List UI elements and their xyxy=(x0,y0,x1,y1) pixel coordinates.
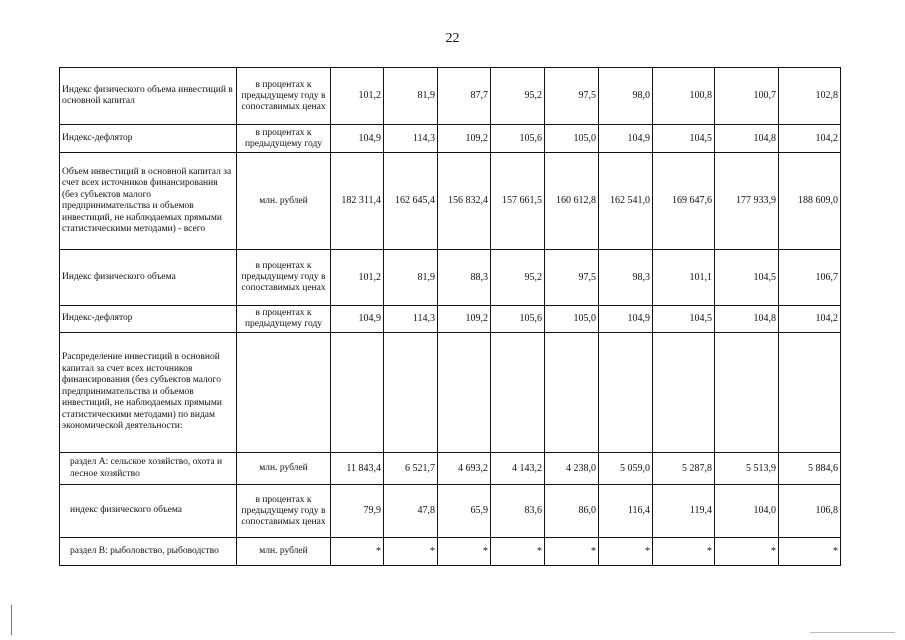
value-cell: 5 059,0 xyxy=(599,453,653,485)
unit-cell: в процентах к предыдущему году в сопоставимых ценах xyxy=(237,485,331,538)
indicator-cell: индекс физического объема xyxy=(60,485,237,538)
value-cell: 162 541,0 xyxy=(599,153,653,250)
value-cell: 119,4 xyxy=(653,485,715,538)
value-cell: * xyxy=(545,538,599,566)
table-row xyxy=(60,68,841,125)
value-cell: 162 645,4 xyxy=(384,153,438,250)
scan-margin-mark xyxy=(11,605,12,635)
table-row xyxy=(60,306,841,333)
value-cell: 83,6 xyxy=(491,485,545,538)
value-cell: 109,2 xyxy=(438,125,491,153)
indicator-cell: раздел А: сельское хозяйство, охота и лесное хозяйство xyxy=(60,453,237,485)
value-cell: 104,9 xyxy=(331,125,384,153)
value-cell: * xyxy=(653,538,715,566)
value-cell: * xyxy=(331,538,384,566)
value-cell: 87,7 xyxy=(438,68,491,125)
value-cell: 86,0 xyxy=(545,485,599,538)
value-cell: 5 287,8 xyxy=(653,453,715,485)
page-number: 22 xyxy=(445,31,460,46)
value-cell: * xyxy=(491,538,545,566)
value-cell: 106,8 xyxy=(779,485,841,538)
value-cell: 101,2 xyxy=(331,68,384,125)
value-cell: 102,8 xyxy=(779,68,841,125)
value-cell xyxy=(438,333,491,453)
unit-cell: в процентах к предыдущему году xyxy=(237,306,331,333)
value-cell: 114,3 xyxy=(384,306,438,333)
value-cell: 104,2 xyxy=(779,125,841,153)
value-cell: 98,0 xyxy=(599,68,653,125)
value-cell: 114,3 xyxy=(384,125,438,153)
value-cell xyxy=(545,333,599,453)
value-cell: 157 661,5 xyxy=(491,153,545,250)
value-cell: 169 647,6 xyxy=(653,153,715,250)
unit-cell: млн. рублей xyxy=(237,153,331,250)
value-cell: 104,2 xyxy=(779,306,841,333)
value-cell: 105,6 xyxy=(491,306,545,333)
table-row xyxy=(60,125,841,153)
value-cell: * xyxy=(779,538,841,566)
value-cell xyxy=(331,333,384,453)
value-cell: 160 612,8 xyxy=(545,153,599,250)
value-cell: 116,4 xyxy=(599,485,653,538)
value-cell: * xyxy=(599,538,653,566)
value-cell: 105,6 xyxy=(491,125,545,153)
value-cell: 104,5 xyxy=(715,250,779,306)
value-cell: 95,2 xyxy=(491,68,545,125)
value-cell: 98,3 xyxy=(599,250,653,306)
value-cell: 177 933,9 xyxy=(715,153,779,250)
value-cell: * xyxy=(715,538,779,566)
value-cell: 104,8 xyxy=(715,306,779,333)
unit-cell xyxy=(237,333,331,453)
value-cell xyxy=(653,333,715,453)
value-cell: 182 311,4 xyxy=(331,153,384,250)
value-cell: 109,2 xyxy=(438,306,491,333)
value-cell: 5 513,9 xyxy=(715,453,779,485)
value-cell: 101,2 xyxy=(331,250,384,306)
indicator-cell: Индекс-дефлятор xyxy=(60,125,237,153)
value-cell xyxy=(491,333,545,453)
unit-cell: в процентах к предыдущему году в сопоставимых ценах xyxy=(237,68,331,125)
unit-cell: млн. рублей xyxy=(237,453,331,485)
value-cell: * xyxy=(384,538,438,566)
value-cell: 105,0 xyxy=(545,306,599,333)
value-cell xyxy=(599,333,653,453)
value-cell: 5 884,6 xyxy=(779,453,841,485)
value-cell: 65,9 xyxy=(438,485,491,538)
value-cell: 100,7 xyxy=(715,68,779,125)
value-cell: 47,8 xyxy=(384,485,438,538)
unit-cell: в процентах к предыдущему году xyxy=(237,125,331,153)
value-cell: 81,9 xyxy=(384,68,438,125)
value-cell: 95,2 xyxy=(491,250,545,306)
value-cell: 104,9 xyxy=(599,125,653,153)
value-cell: 104,9 xyxy=(599,306,653,333)
table-row xyxy=(60,453,841,485)
value-cell: 104,9 xyxy=(331,306,384,333)
value-cell: 4 143,2 xyxy=(491,453,545,485)
value-cell: 106,7 xyxy=(779,250,841,306)
value-cell: 104,5 xyxy=(653,125,715,153)
value-cell xyxy=(779,333,841,453)
value-cell: 11 843,4 xyxy=(331,453,384,485)
value-cell: 97,5 xyxy=(545,250,599,306)
indicator-cell: Индекс-дефлятор xyxy=(60,306,237,333)
unit-cell: млн. рублей xyxy=(237,538,331,566)
value-cell: * xyxy=(438,538,491,566)
value-cell: 105,0 xyxy=(545,125,599,153)
value-cell: 104,0 xyxy=(715,485,779,538)
indicator-cell: раздел В: рыболовство, рыбоводство xyxy=(60,538,237,566)
value-cell: 156 832,4 xyxy=(438,153,491,250)
indicator-cell: Индекс физического объема xyxy=(60,250,237,306)
value-cell: 79,9 xyxy=(331,485,384,538)
value-cell xyxy=(384,333,438,453)
scan-edge-line xyxy=(810,632,895,633)
indicator-cell: Объем инвестиций в основной капитал за счет всех источников финансирования (без субъектов малого предпринимательства и объемов инвестиций, не наблюдаемых прямыми статистическими методами) - всего xyxy=(60,153,237,250)
investment-table xyxy=(59,67,841,566)
value-cell: 4 238,0 xyxy=(545,453,599,485)
table-row xyxy=(60,333,841,453)
indicator-cell: Индекс физического объема инвестиций в основной капитал xyxy=(60,68,237,125)
value-cell: 104,8 xyxy=(715,125,779,153)
value-cell: 104,5 xyxy=(653,306,715,333)
unit-cell: в процентах к предыдущему году в сопоставимых ценах xyxy=(237,250,331,306)
value-cell: 88,3 xyxy=(438,250,491,306)
table-row xyxy=(60,250,841,306)
indicator-cell: Распределение инвестиций в основной капитал за счет всех источников финансирования (без субъектов малого предпринимательства и объемов инвестиций, не наблюдаемых прямыми статистическими методами) по видам экономической деятельности: xyxy=(60,333,237,453)
value-cell: 100,8 xyxy=(653,68,715,125)
value-cell: 6 521,7 xyxy=(384,453,438,485)
value-cell: 188 609,0 xyxy=(779,153,841,250)
value-cell: 101,1 xyxy=(653,250,715,306)
value-cell xyxy=(715,333,779,453)
table-row xyxy=(60,538,841,566)
table-row xyxy=(60,153,841,250)
value-cell: 4 693,2 xyxy=(438,453,491,485)
value-cell: 97,5 xyxy=(545,68,599,125)
value-cell: 81,9 xyxy=(384,250,438,306)
table-row xyxy=(60,485,841,538)
